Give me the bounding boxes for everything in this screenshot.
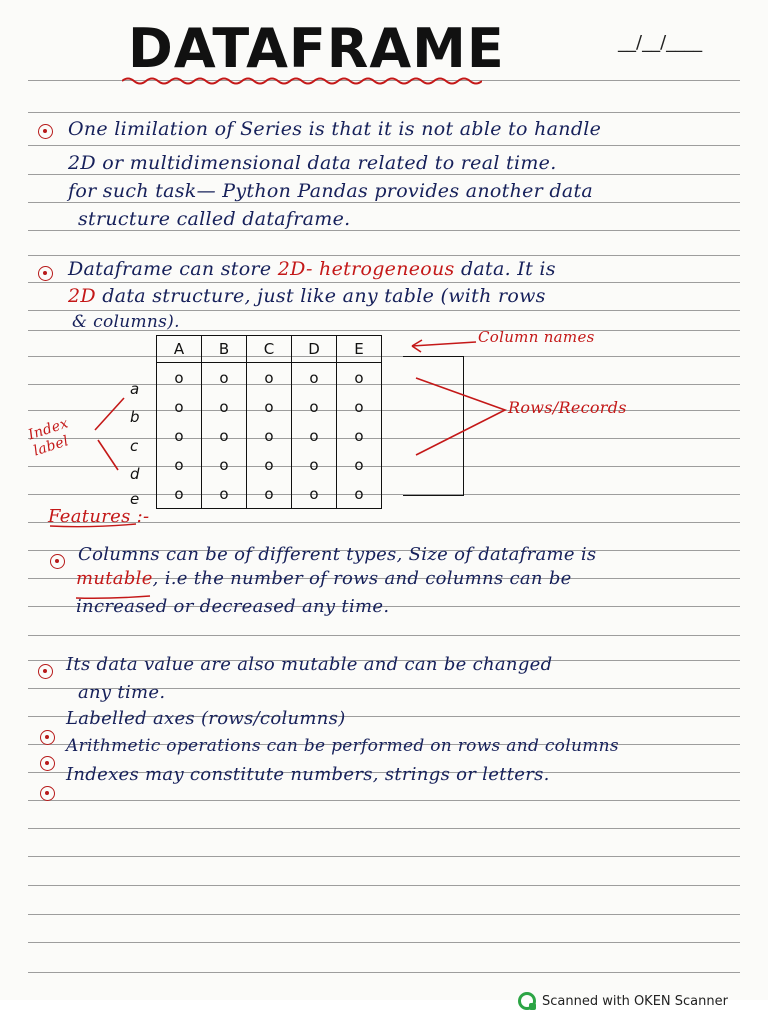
table-cell: o [292,421,337,450]
table-cell: o [337,363,382,393]
column-header: E [337,336,382,363]
feature1-line3: increased or decreased any time. [76,596,390,617]
table-cell: o [157,363,202,393]
feature1-line2 [76,568,572,589]
bullet-icon [40,730,55,745]
para1-line1: One limilation of Series is that it is not able to handle [68,118,602,140]
table-cell: o [202,450,247,479]
feature2-line1: Its data value are also mutable and can be changed [66,654,553,675]
table-cell: o [292,392,337,421]
table-cell: o [247,450,292,479]
table-cell: o [157,479,202,509]
feature2-line2: any time. [78,682,166,703]
feature1-mutable: mutable [76,568,153,589]
index-label-annotation: Index label [26,415,71,460]
table-cell: o [202,479,247,509]
index-label-a: a [130,380,140,398]
column-names-label: Column names [478,328,595,346]
feature1-line1: Columns can be of different types, Size of dataframe is [78,544,597,565]
index-label-d: d [130,465,140,483]
para1-line3: for such task— Python Pandas provides another data [68,180,594,202]
feature4: Arithmetic operations can be performed on rows and columns [66,736,619,756]
table-cell: o [157,392,202,421]
table-cell: o [292,363,337,393]
scanner-watermark [518,992,728,1010]
feature1-line2-text: , i.e the number of rows and columns can be [152,568,572,589]
table-cell: o [337,450,382,479]
index-label-b: b [130,408,140,426]
table-cell: o [337,421,382,450]
table-cell: o [247,479,292,509]
index-label-c: c [130,437,139,455]
table-cell: o [247,363,292,393]
bullet-icon [38,664,53,679]
scanner-logo-icon [518,992,536,1010]
table-cell: o [292,450,337,479]
table-cell: o [247,392,292,421]
bullet-icon [40,786,55,801]
para2-2d: 2D [68,285,96,307]
page-title: DATAFRAME [128,17,505,80]
para2-line1-text: Dataframe can store [68,258,272,280]
date-field: __/__/____ [618,32,703,53]
table-cell: o [202,392,247,421]
table-cell: o [292,479,337,509]
feature3: Labelled axes (rows/columns) [66,708,346,729]
para2-line3: & columns). [72,312,180,332]
table-cell: o [157,421,202,450]
bullet-icon [50,554,65,569]
table-cell: o [202,421,247,450]
para1-line2: 2D or multidimensional data related to real time. [68,152,557,174]
rows-records-label: Rows/Records [508,398,627,417]
scanner-text: Scanned with OKEN Scanner [542,993,728,1009]
feature5: Indexes may constitute numbers, strings or letters. [66,764,550,785]
table-cell: o [337,479,382,509]
column-header: B [202,336,247,363]
para2-line2-text: data structure, just like any table (with rows [102,285,546,307]
para2-line1-end: data. It is [460,258,556,280]
para1-line4: structure called dataframe. [78,208,351,230]
table-cell: o [202,363,247,393]
index-label-e: e [130,490,140,508]
table-cell: o [337,392,382,421]
para2-highlight: 2D- hetrogeneous [277,258,455,280]
column-header: D [292,336,337,363]
features-heading: Features :- [48,506,150,527]
table-cell: o [247,421,292,450]
bullet-icon [40,756,55,771]
column-header: A [157,336,202,363]
column-header: C [247,336,292,363]
table-cell: o [157,450,202,479]
